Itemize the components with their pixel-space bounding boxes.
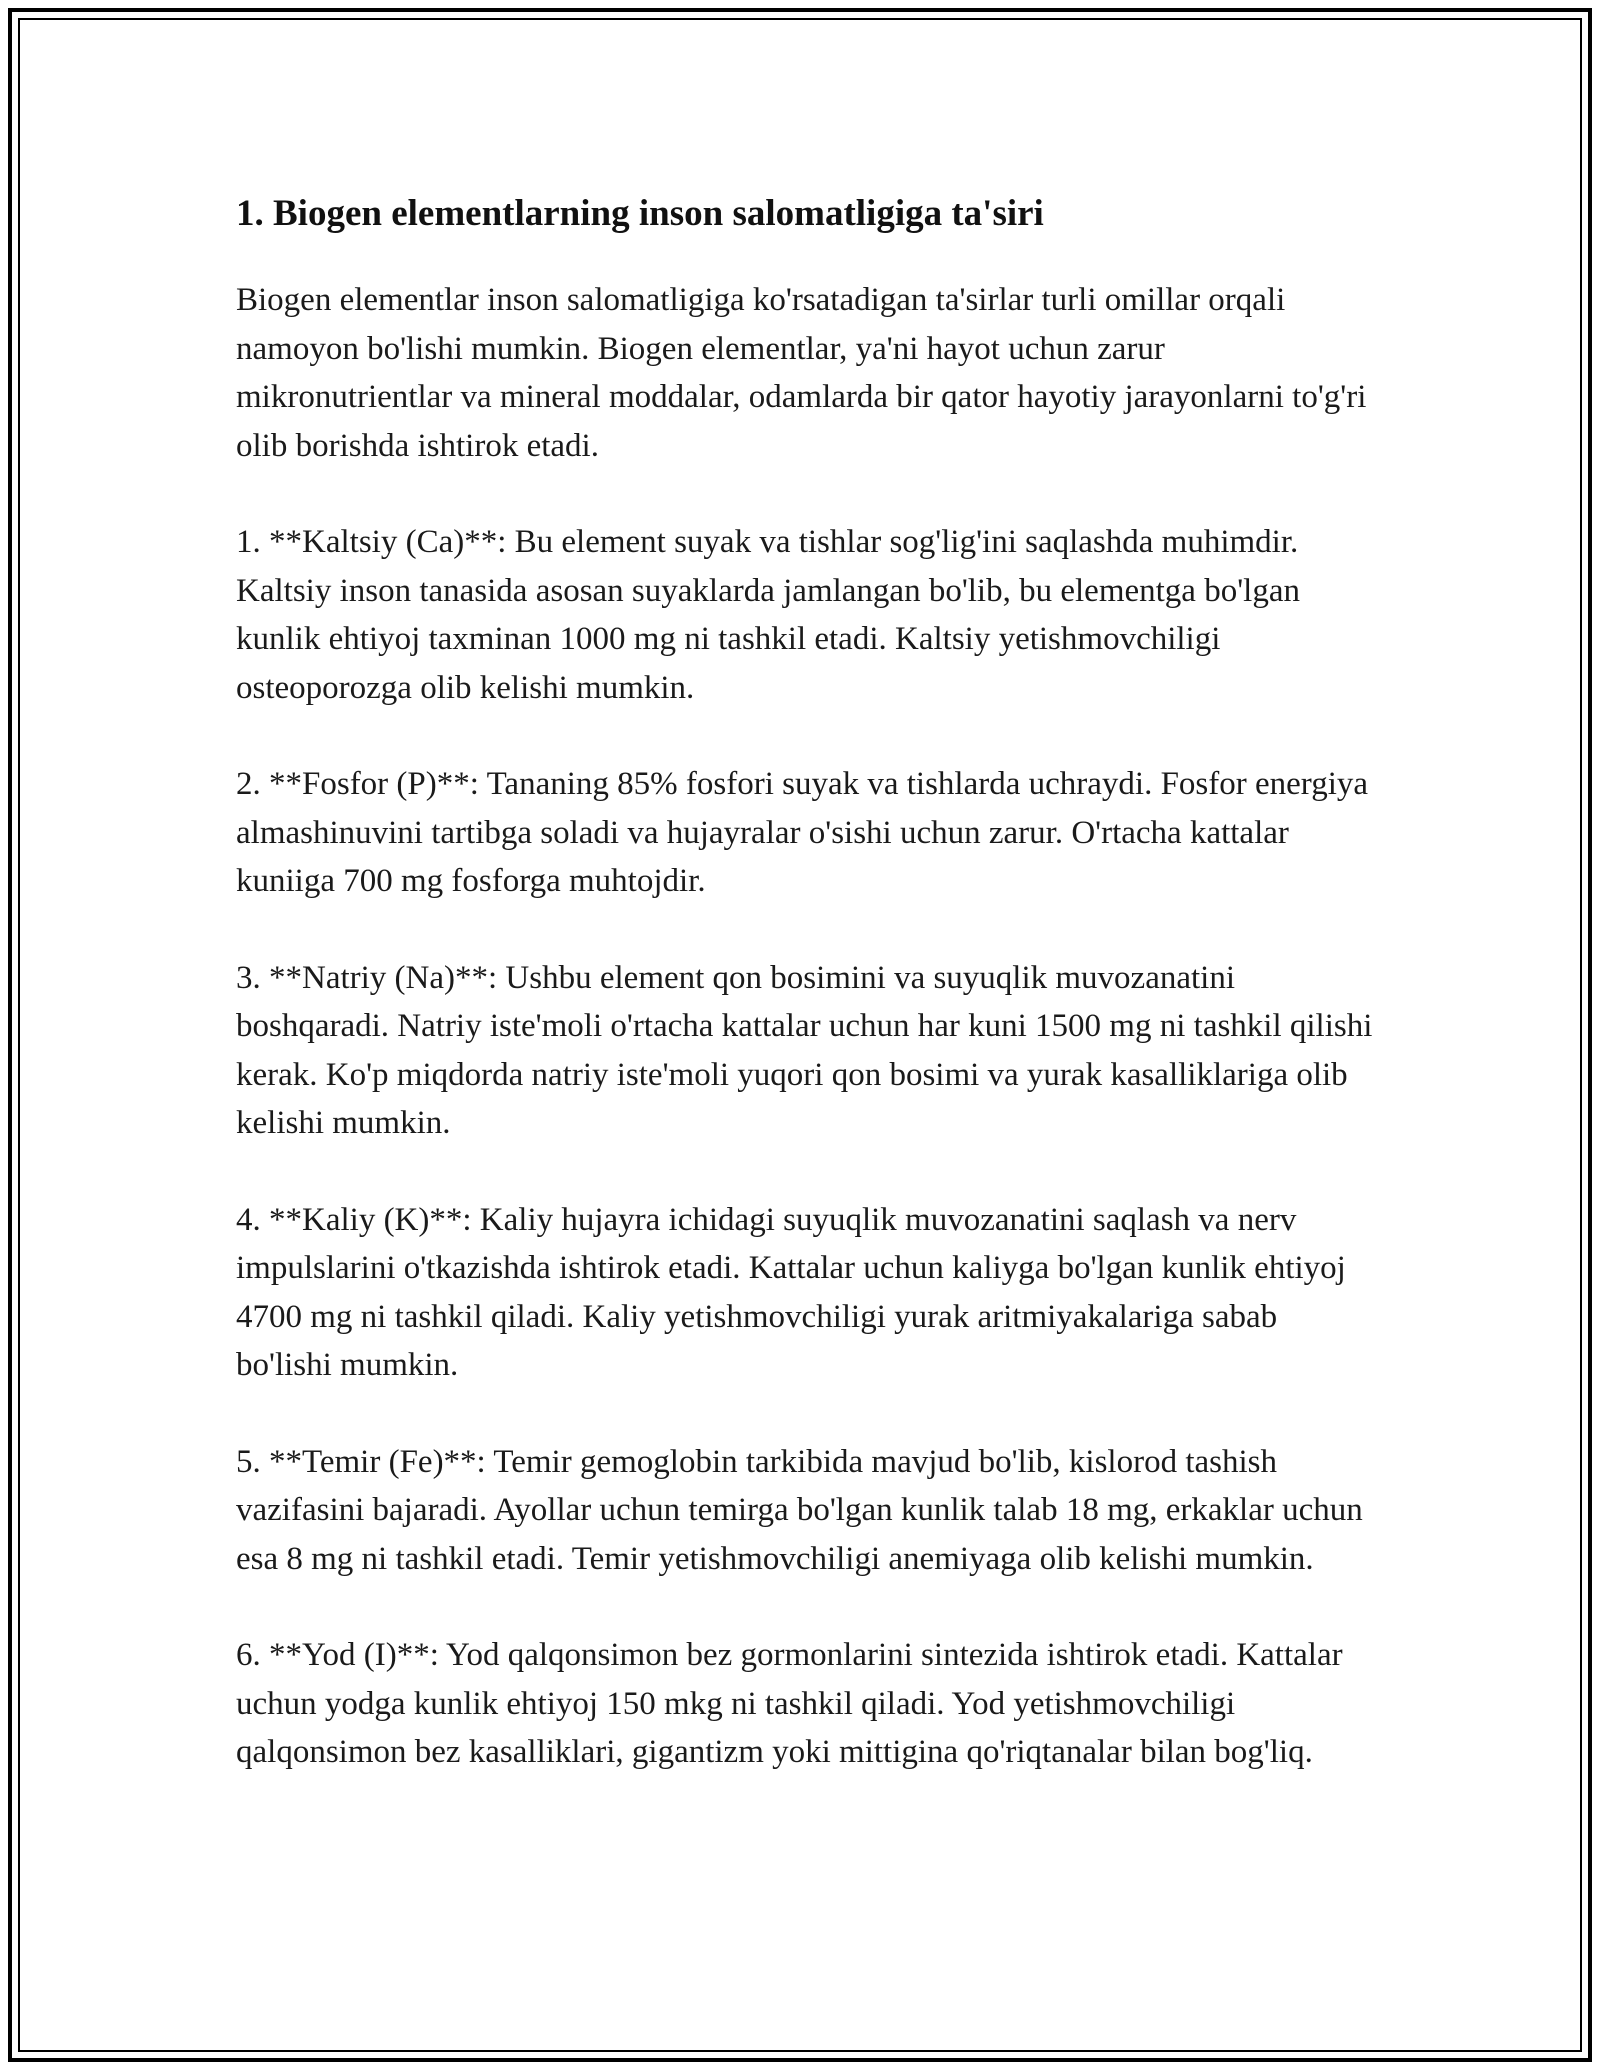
list-item-iron: 5. **Temir (Fe)**: Temir gemoglobin tarkibida mavjud bo'lib, kislorod tashish vazifasini bajaradi. Ayollar uchun temirga bo'lgan kunlik talab 18 mg, erkaklar uchun esa 8 mg ni tashkil etadi. Temir yetishmovchiligi anemiyaga olib kelishi mumkin. xyxy=(236,1443,1363,1577)
list-item-iodine: 6. **Yod (I)**: Yod qalqonsimon bez gormonlarini sintezida ishtirok etadi. Kattalar uchun yodga kunlik ehtiyoj 150 mkg ni tashkil qiladi. Yod yetishmovchiligi qalqonsimon bez kasalliklari, gigantizm yoki mittigina qo'riqtanalar bilan bog'liq. xyxy=(236,1637,1343,1770)
intro-paragraph: Biogen elementlar inson salomatligiga ko'rsatadigan ta'sirlar turli omillar orqali namoyon bo'lishi mumkin. Biogen elementlar, ya'ni hayot uchun zarur mikronutrientlar va mineral moddalar, odamlarda bir qator hayotiy jarayonlarni to'g'ri olib borishda ishtirok etadi. xyxy=(236,282,1367,464)
list-item-potassium: 4. **Kaliy (K)**: Kaliy hujayra ichidagi suyuqlik muvozanatini saqlash va nerv impulslarini o'tkazishda ishtirok etadi. Kattalar uchun kaliyga bo'lgan kunlik ehtiyoj 4700 mg ni tashkil qiladi. Kaliy yetishmovchiligi yurak aritmiyakalariga sabab bo'lishi mumkin. xyxy=(236,1201,1346,1383)
document-body xyxy=(236,188,1376,1825)
section-heading: 1. Biogen elementlarning inson salomatligiga ta'siri xyxy=(236,193,1044,234)
list-item-calcium: 1. **Kaltsiy (Ca)**: Bu element suyak va tishlar sog'lig'ini saqlashda muhimdir. Kaltsiy inson tanasida asosan suyaklarda jamlangan bo'lib, bu elementga bo'lgan kunlik ehtiyoj taxminan 1000 mg ni tashkil etadi. Kaltsiy yetishmovchiligi osteoporozga olib kelishi mumkin. xyxy=(236,524,1300,706)
list-item-sodium: 3. **Natriy (Na)**: Ushbu element qon bosimini va suyuqlik muvozanatini boshqaradi. Natriy iste'moli o'rtacha kattalar uchun har kuni 1500 mg ni tashkil qilishi kerak. Ko'p miqdorda natriy iste'moli yuqori qon bosimi va yurak kasalliklariga olib kelishi mumkin. xyxy=(236,959,1373,1141)
list-item-phosphorus: 2. **Fosfor (P)**: Tananing 85% fosfori suyak va tishlarda uchraydi. Fosfor energiya almashinuvini tartibga soladi va hujayralar o'sishi uchun zarur. O'rtacha kattalar kuniiga 700 mg fosforga muhtojdir. xyxy=(236,766,1369,899)
